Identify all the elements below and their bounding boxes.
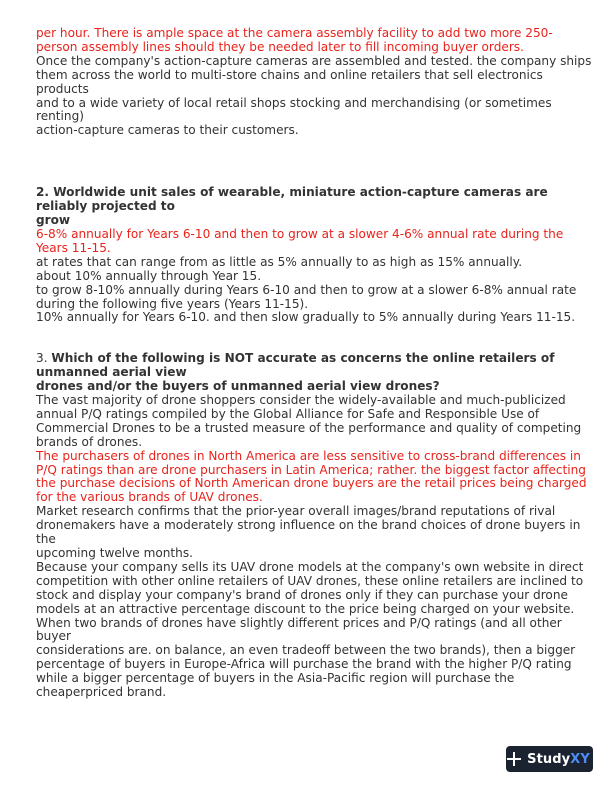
question2-correct-answer: 6-8% annually for Years 6-10 and then to grow at a slower 4-6% annual rate during the Years 11-15. <box>36 226 564 255</box>
question3-option-c-line1: Market research confirms that the prior-year overall images/brand reputations of rival dronemakers have a moderately strong influence on the brand choices of drone buyers in the <box>36 504 581 547</box>
question2-text-line1: Worldwide unit sales of wearable, miniature action-capture cameras are reliably projected to <box>36 185 548 214</box>
question3-number: 3. <box>36 351 48 366</box>
question3-correct-answer: The purchasers of drones in North America are less sensitive to cross-brand differences in P/Q ratings than are drone purchasers in Latin America; rather. the biggest factor affecting the purchase decisions of North American drone buyers are the retail prices being charged for the various brands of UAV drones. <box>36 448 587 505</box>
question3-text-line2: drones and/or the buyers of unmanned aerial view drones? <box>36 379 440 394</box>
question2-number: 2. <box>36 185 50 200</box>
question3-heading <box>36 352 592 380</box>
plus-icon <box>507 752 521 766</box>
question2-text-line2: grow <box>36 213 71 228</box>
spacer <box>36 138 592 186</box>
question2-option-4: 10% annually for Years 6-10. and then slow gradually to 5% annually during Years 11-15. <box>36 310 576 325</box>
question3-text-line1: Which of the following is NOT accurate as concerns the online retailers of unmanned aerial view <box>36 351 555 380</box>
logo-brand-accent: XY <box>570 751 590 767</box>
question3-option-a: The vast majority of drone shoppers consider the widely-available and much-publicized annual P/Q ratings compiled by the Global Alliance for Safe and Responsible Use of Commercial Drones to be a trusted measure of the performance and quality of competing brands of drones. <box>36 393 582 449</box>
section1-line-1: Once the company's action-capture cameras are assembled and tested. the company ships them across the world to multi-store chains and online retailers that sell electronics products <box>36 53 592 96</box>
question3-option-e-line2: considerations are. on balance, an even tradeoff between the two brands), then a bigger percentage of buyers in Europe-Africa will purchase the brand with the higher P/Q rating while a bigger percentage of buyers in the Asia-Pacific region will purchase the cheaperpriced brand. <box>36 643 576 700</box>
section1-line-2: and to a wide variety of local retail shops stocking and merchandising (or sometimes renting) <box>36 95 552 124</box>
section1-line-3: action-capture cameras to their customers. <box>36 123 299 138</box>
question2-option-2: about 10% annually through Year 15. <box>36 268 262 283</box>
question3-option-c-line2: upcoming twelve months. <box>36 546 193 560</box>
section1-highlight-text: per hour. There is ample space at the camera assembly facility to add two more 250-person assembly lines should they be needed later to fill incoming buyer orders. <box>36 26 553 54</box>
studyxy-logo[interactable] <box>506 746 593 772</box>
question3-option-d: Because your company sells its UAV drone models at the company's own website in direct competition with other online retailers of UAV drones, these online retailers are inclined to stock and display your company's brand of drones only if they can purchase your drone models at an attractive percentage discount to the price being charged on your website. <box>36 559 584 616</box>
question2-option-3: to grow 8-10% annually during Years 6-10 and then to grow at a slower 6-8% annual rate during the following five years (Years 11-15). <box>36 282 577 311</box>
spacer <box>36 325 592 352</box>
question3-option-e-line1: When two brands of drones have slightly different prices and P/Q ratings (and all other buyer <box>36 615 562 644</box>
question2-heading <box>36 186 592 214</box>
question2-option-1: at rates that can range from as little as 5% annually to as high as 15% annually. <box>36 254 523 269</box>
logo-brand-main: Study <box>527 751 571 767</box>
logo-text <box>527 752 590 767</box>
document-page <box>36 27 592 700</box>
